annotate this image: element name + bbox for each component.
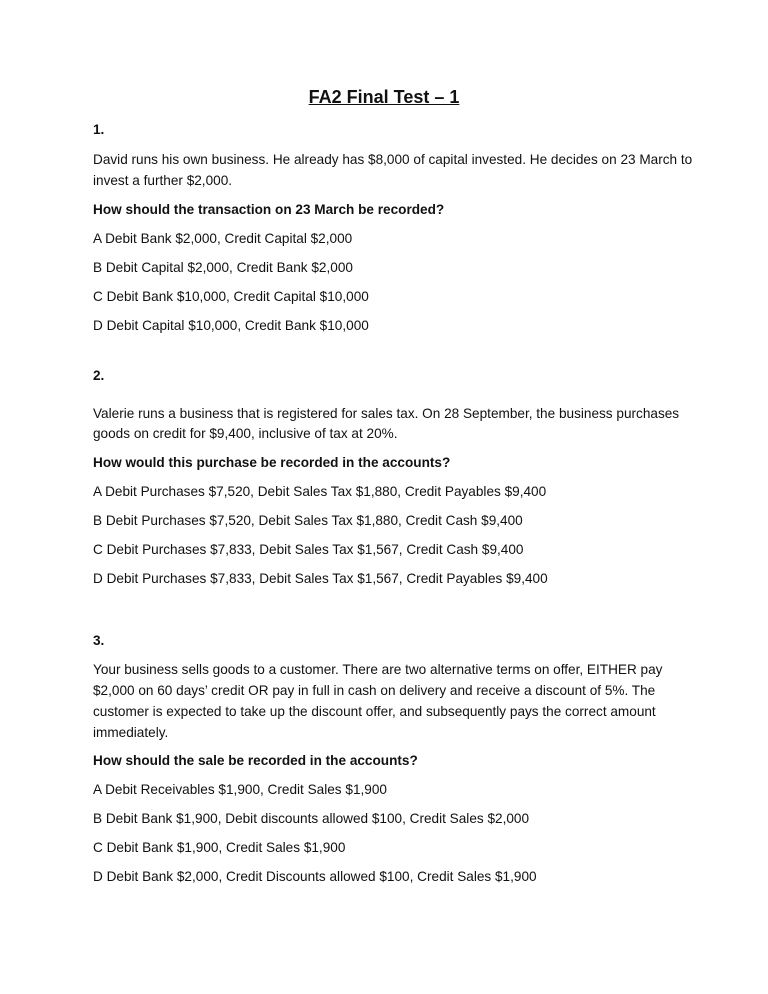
answer-option: C Debit Bank $1,900, Credit Sales $1,900: [93, 840, 346, 856]
answer-option: A Debit Purchases $7,520, Debit Sales Tax $1,880, Credit Payables $9,400: [93, 484, 547, 500]
question-number: 1.: [93, 122, 105, 137]
answer-option: A Debit Bank $2,000, Credit Capital $2,000: [93, 230, 353, 246]
document-page: [0, 86, 768, 886]
page-title: FA2 Final Test – 1: [308, 87, 460, 107]
answer-option: D Debit Bank $2,000, Credit Discounts allowed $100, Credit Sales $1,900: [93, 869, 537, 885]
question-text: David runs his own business. He already has $8,000 of capital invested. He decides on 23 March to invest a further $2,000.: [93, 152, 693, 188]
answer-option: B Debit Bank $1,900, Debit discounts allowed $100, Credit Sales $2,000: [93, 811, 530, 827]
question-text: Your business sells goods to a customer. There are two alternative terms on offer, EITHER pay $2,000 on 60 days’ credit OR pay in full in cash on delivery and receive a discount of 5%. The customer is expected to take up the discount offer, and subsequently pays the correct amount immediately.: [93, 662, 663, 740]
answer-option: A Debit Receivables $1,900, Credit Sales $1,900: [93, 782, 387, 798]
answer-option: B Debit Capital $2,000, Credit Bank $2,000: [93, 259, 353, 275]
answer-option: B Debit Purchases $7,520, Debit Sales Tax $1,880, Credit Cash $9,400: [93, 513, 523, 529]
question-prompt: How should the transaction on 23 March be recorded?: [93, 201, 445, 217]
question-prompt: How should the sale be recorded in the accounts?: [93, 753, 418, 769]
answer-option: D Debit Capital $10,000, Credit Bank $10,000: [93, 317, 369, 333]
answer-option: C Debit Bank $10,000, Credit Capital $10,000: [93, 288, 369, 304]
question-number: 2.: [93, 367, 105, 383]
answer-option: D Debit Purchases $7,833, Debit Sales Tax $1,567, Credit Payables $9,400: [93, 571, 548, 587]
question-number: 3.: [93, 633, 105, 649]
answer-option: C Debit Purchases $7,833, Debit Sales Tax $1,567, Credit Cash $9,400: [93, 542, 524, 558]
question-text: Valerie runs a business that is registered for sales tax. On 28 September, the business purchases goods on credit for $9,400, inclusive of tax at 20%.: [93, 405, 680, 442]
question-prompt: How would this purchase be recorded in the accounts?: [93, 455, 451, 471]
